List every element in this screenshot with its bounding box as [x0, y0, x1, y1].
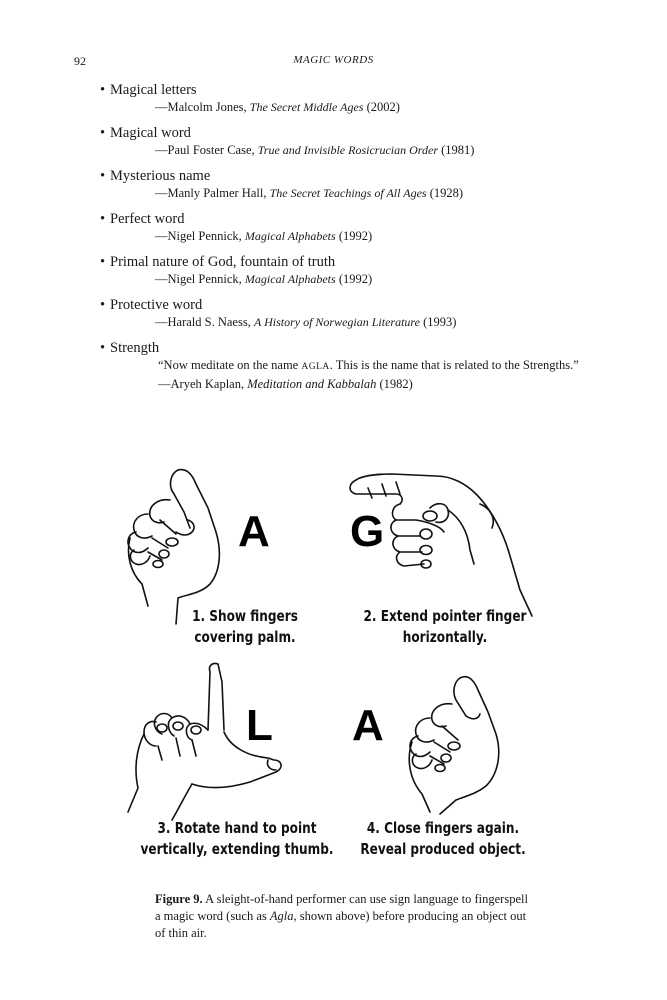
- step-caption: 2. Extend pointer finger horizontally.: [363, 607, 527, 646]
- step-caption: 3. Rotate hand to point vertically, extending thumb.: [140, 819, 334, 858]
- list-item: [100, 167, 580, 202]
- step-caption: 1. Show fingers covering palm.: [192, 607, 298, 646]
- entry-quote: “Now meditate on the name AGLA. This is the name that is related to the Strengths.” —Aryeh Kaplan, Meditation and Kabbalah (1982): [158, 358, 579, 391]
- sign-letter: G: [350, 507, 385, 556]
- agla-small-caps: AGLA: [301, 362, 330, 372]
- step-caption: 4. Close fingers again. Reveal produced object.: [360, 819, 526, 858]
- entry-citation: —Nigel Pennick, Magical Alphabets (1992): [155, 229, 373, 243]
- running-title: MAGIC WORDS: [293, 54, 374, 66]
- entry-term: Strength: [110, 340, 160, 356]
- bullet-icon: •: [100, 82, 106, 98]
- entry-term: Mysterious name: [110, 168, 211, 184]
- sign-letter: L: [246, 701, 273, 750]
- list-item: [100, 339, 580, 393]
- hand-a-sign-icon: [128, 470, 219, 624]
- sign-letter: A: [238, 507, 270, 556]
- hand-a-closed-icon: [409, 677, 499, 814]
- bullet-icon: •: [100, 211, 106, 227]
- entry-citation: —Malcolm Jones, The Secret Middle Ages (2002): [155, 100, 400, 114]
- bullet-icon: •: [100, 297, 106, 313]
- bullet-icon: •: [100, 254, 106, 270]
- entry-term: Primal nature of God, fountain of truth: [110, 254, 336, 270]
- entry-term: Magical word: [110, 125, 191, 141]
- list-item: [100, 296, 580, 331]
- entry-citation: —Nigel Pennick, Magical Alphabets (1992): [155, 272, 373, 286]
- sign-letter: A: [352, 701, 384, 750]
- entry-citation: —Harald S. Naess, A History of Norwegian Literature (1993): [155, 315, 457, 329]
- list-item: [100, 253, 580, 288]
- entry-citation: —Manly Palmer Hall, The Secret Teachings of All Ages (1928): [155, 186, 464, 200]
- bullet-icon: •: [100, 168, 106, 184]
- entry-citation: —Paul Foster Case, True and Invisible Rosicrucian Order (1981): [155, 143, 475, 157]
- entry-term: Magical letters: [110, 82, 197, 98]
- list-item: [100, 81, 580, 116]
- caption-label: Figure 9.: [155, 892, 203, 906]
- page-number: 92: [74, 54, 86, 68]
- list-item: [100, 124, 580, 159]
- figure-caption: Figure 9. A sleight-of-hand performer can use sign language to fingerspell a magic word (such as Agla, shown above) before producing an object out of thin air.: [155, 892, 528, 940]
- entry-list: [100, 81, 580, 401]
- entry-term: Protective word: [110, 297, 203, 313]
- list-item: [100, 210, 580, 245]
- bullet-icon: •: [100, 125, 106, 141]
- figure-sign-language: [100, 460, 570, 870]
- bullet-icon: •: [100, 340, 106, 356]
- entry-term: Perfect word: [110, 211, 185, 227]
